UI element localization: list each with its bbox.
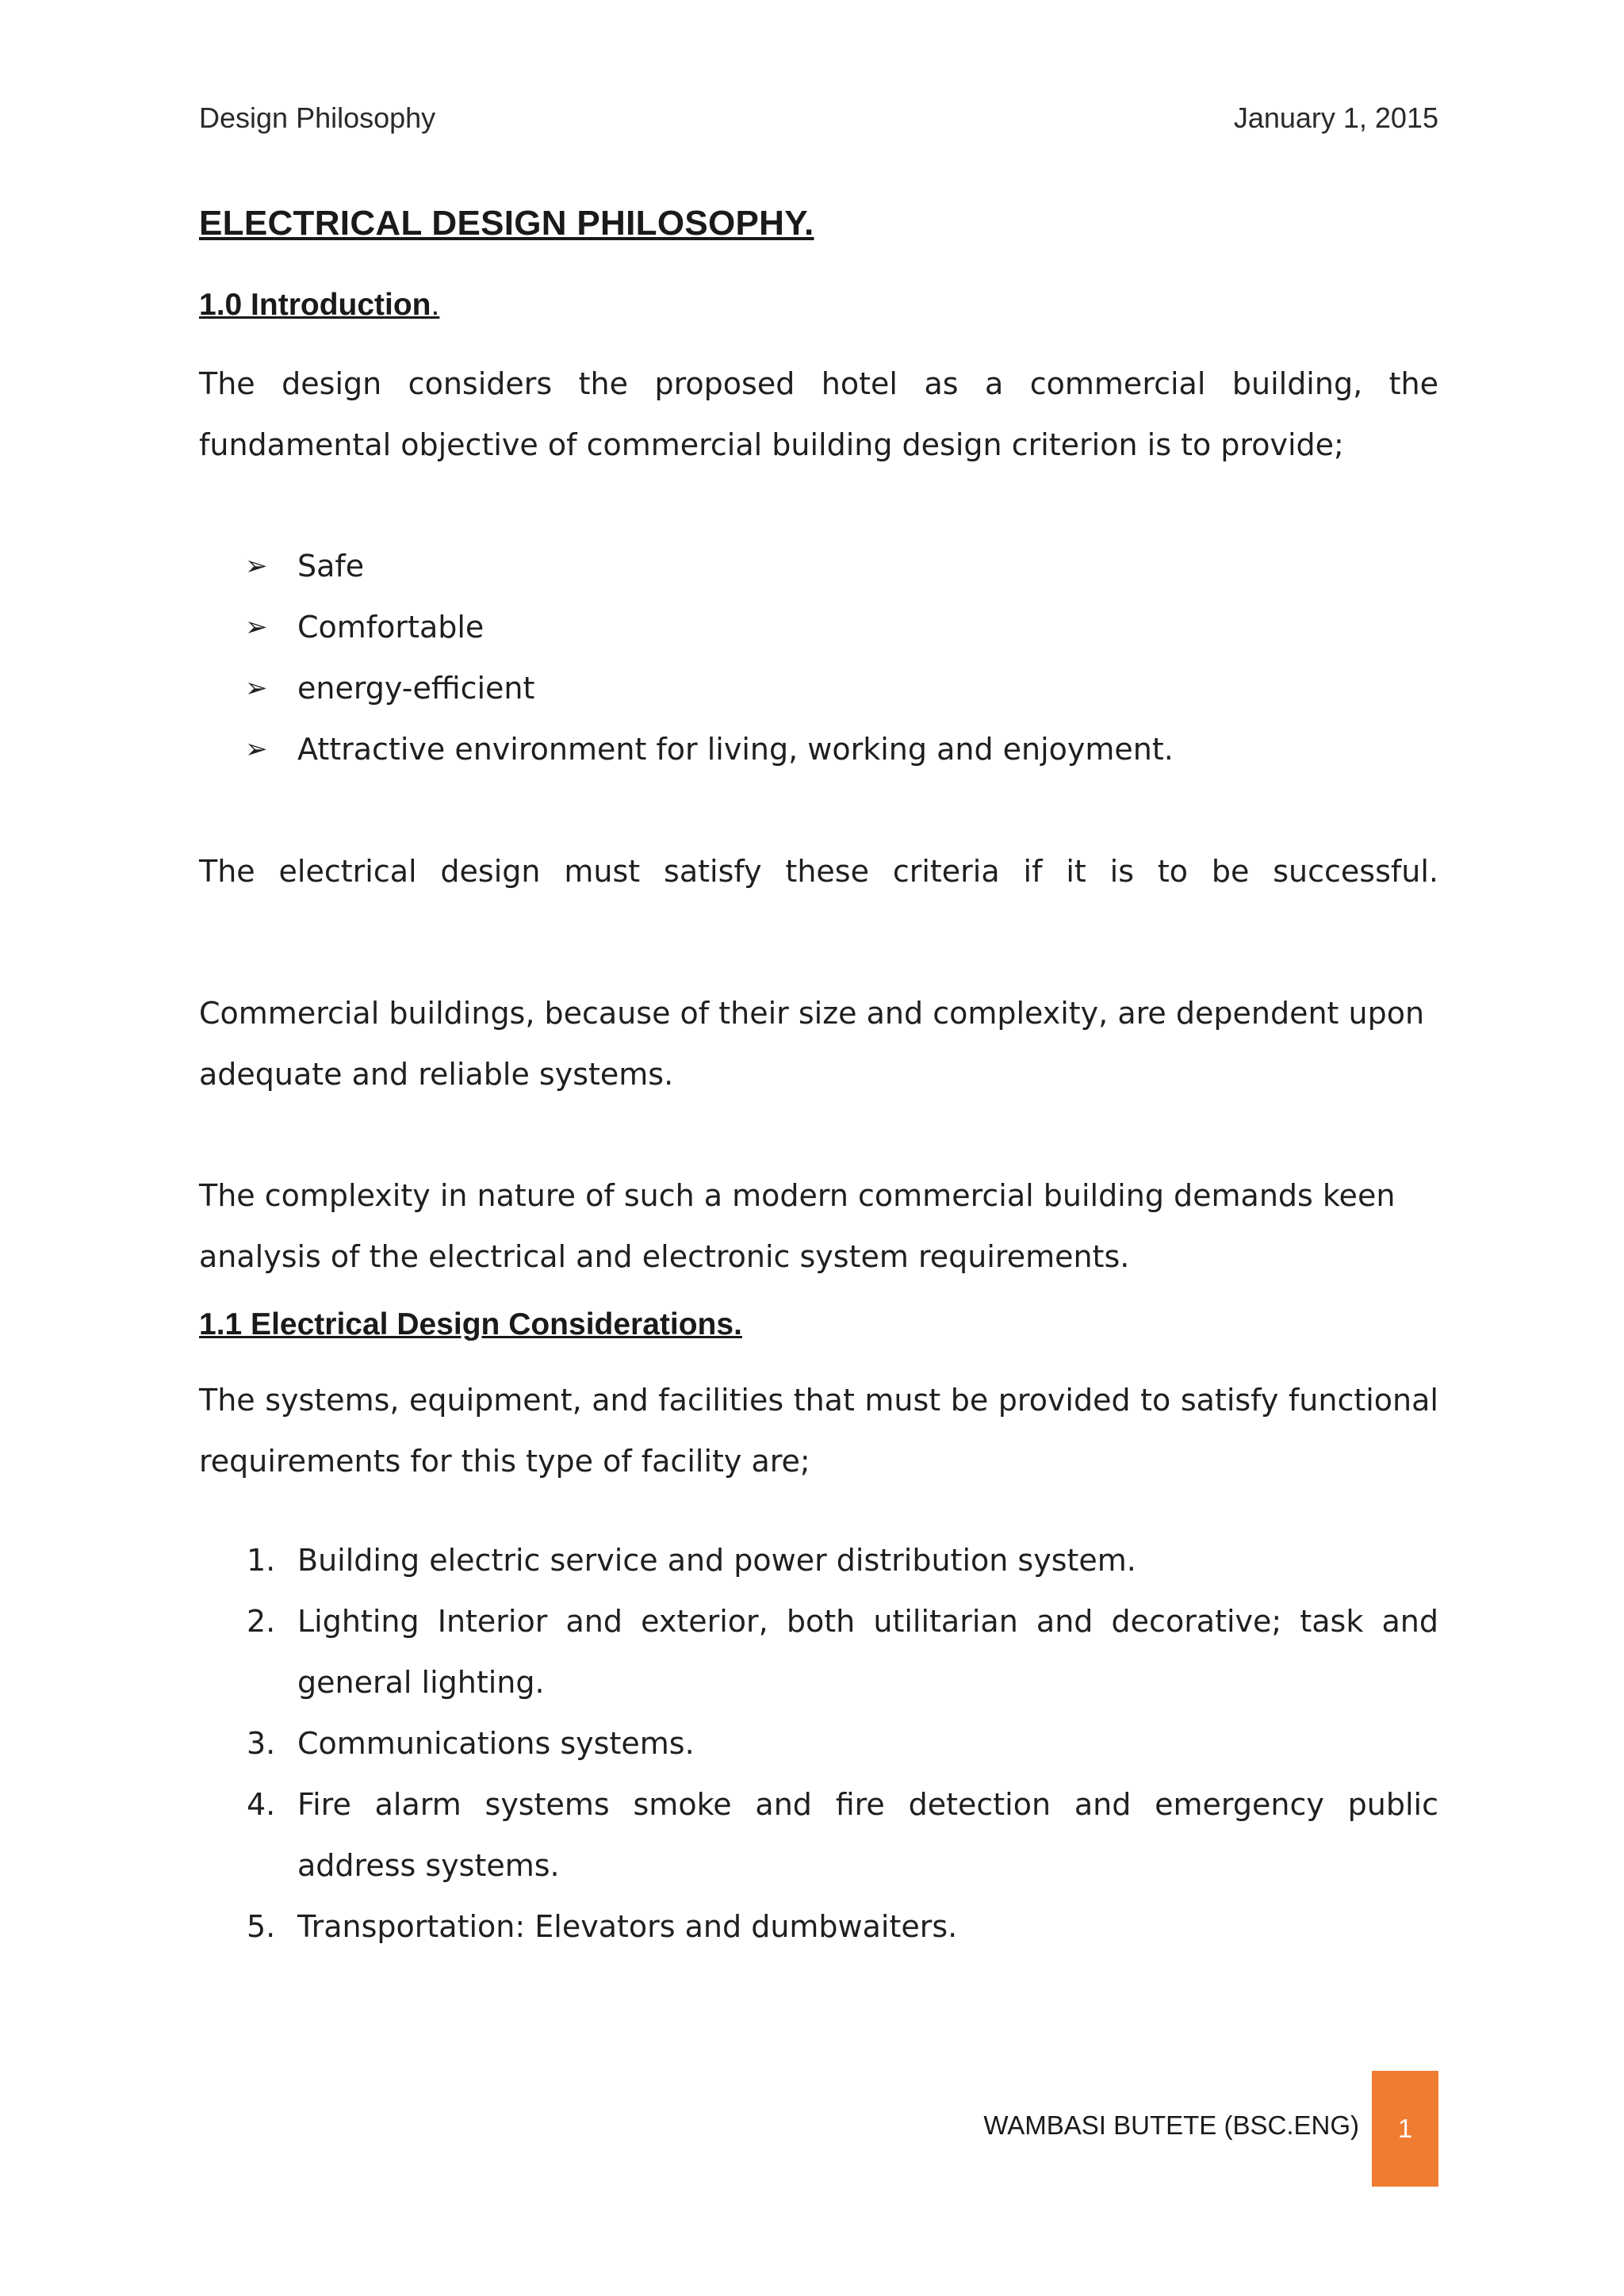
- item-text: Lighting Interior and exterior, both utilitarian and decorative; task and general lighting.: [297, 1604, 1438, 1700]
- document-title: ELECTRICAL DESIGN PHILOSOPHY.: [199, 204, 814, 243]
- bullet-item: [199, 536, 1438, 597]
- item-number: 1.: [247, 1543, 276, 1578]
- footer-author: WAMBASI BUTETE (BSC.ENG): [983, 2110, 1359, 2140]
- item-number: 5.: [247, 1909, 276, 1944]
- page-footer: [912, 2071, 1438, 2187]
- bullet-text: Attractive environment for living, working and enjoyment.: [297, 732, 1174, 767]
- systems-numbered-list: [199, 1530, 1438, 1957]
- criteria-bullet-list: [199, 536, 1438, 780]
- item-number: 3.: [247, 1726, 276, 1761]
- arrow-bullet-icon: ➢: [245, 550, 268, 582]
- section-heading-introduction-text: 1.0 Introduction: [199, 288, 431, 322]
- numbered-item: [199, 1713, 1438, 1774]
- dependency-paragraph: Commercial buildings, because of their size and complexity, are dependent upon adequate and reliable systems.: [199, 996, 1425, 1092]
- bullet-text: Safe: [297, 549, 365, 584]
- section-heading-introduction-trail: .: [431, 288, 440, 322]
- bullet-item: [199, 719, 1438, 780]
- considerations-intro-paragraph: The systems, equipment, and facilities that must be provided to satisfy functional requirements for this type of facility are;: [199, 1383, 1438, 1479]
- page-number-badge: 1: [1372, 2071, 1438, 2187]
- numbered-item: [199, 1896, 1438, 1957]
- bullet-text: Comfortable: [297, 610, 485, 645]
- page-body: [199, 197, 1438, 1957]
- header-date: January 1, 2015: [1233, 101, 1438, 134]
- section-heading-introduction: [199, 282, 1438, 328]
- complexity-paragraph: The complexity in nature of such a modern commercial building demands keen analysis of the electrical and electronic system requirements.: [199, 1178, 1396, 1274]
- bullet-item: [199, 597, 1438, 658]
- item-text: Building electric service and power distribution system.: [297, 1543, 1136, 1578]
- item-text: Transportation: Elevators and dumbwaiters.: [297, 1909, 958, 1944]
- header-doc-title: Design Philosophy: [199, 101, 436, 134]
- bullet-text: energy-efficient: [297, 671, 535, 706]
- arrow-bullet-icon: ➢: [245, 733, 268, 765]
- arrow-bullet-icon: ➢: [245, 611, 268, 643]
- numbered-item: [199, 1591, 1438, 1713]
- numbered-item: [199, 1774, 1438, 1896]
- bullet-item: [199, 658, 1438, 719]
- page-header: [199, 101, 1438, 141]
- criteria-paragraph: The electrical design must satisfy these criteria if it is to be successful.: [199, 854, 1438, 889]
- item-number: 2.: [247, 1604, 276, 1639]
- arrow-bullet-icon: ➢: [245, 672, 268, 704]
- item-text: Communications systems.: [297, 1726, 695, 1761]
- section-heading-design-considerations: 1.1 Electrical Design Considerations.: [199, 1307, 742, 1341]
- numbered-item: [199, 1530, 1438, 1591]
- item-number: 4.: [247, 1787, 276, 1822]
- intro-paragraph: The design considers the proposed hotel as a commercial building, the fundamental objective of commercial building design criterion is to provide;: [199, 366, 1438, 462]
- item-text: Fire alarm systems smoke and fire detection and emergency public address systems.: [297, 1787, 1438, 1883]
